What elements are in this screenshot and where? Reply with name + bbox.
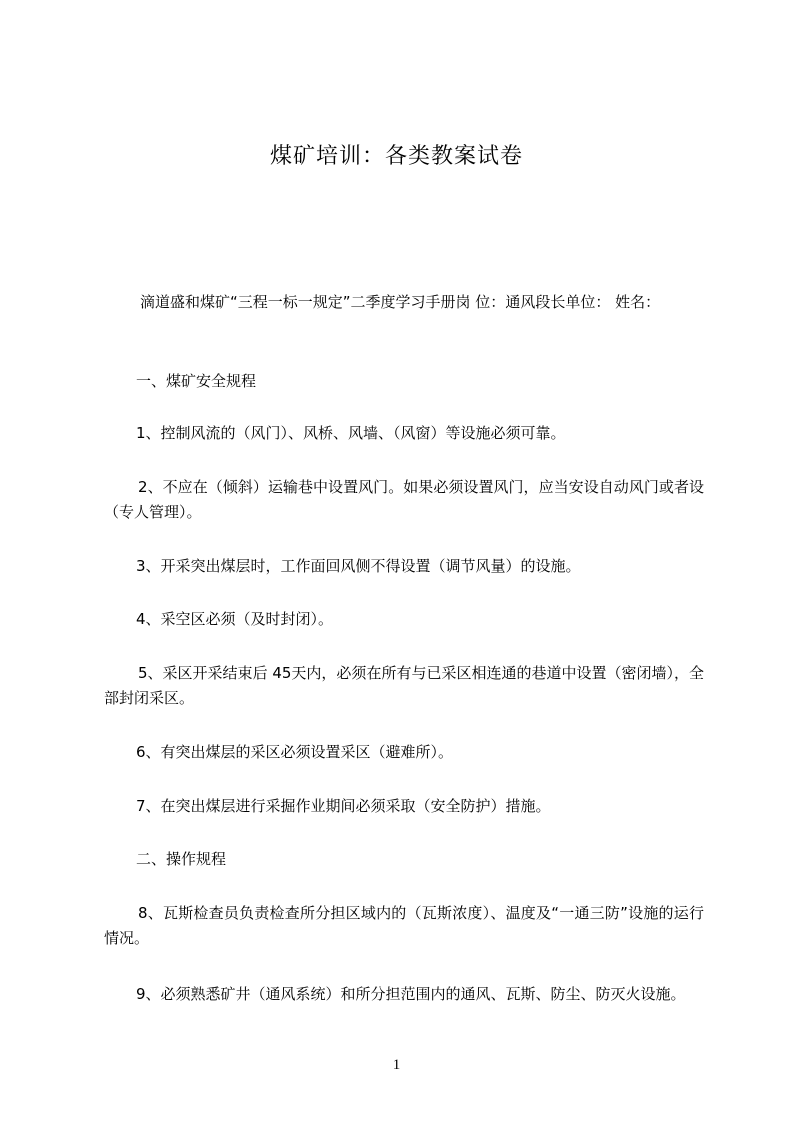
item-2: 2、不应在（倾斜）运输巷中设置风门。如果必须设置风门，应当安设自动风门或者设（专人管理）。	[104, 478, 704, 521]
document-title: 煤矿培训：各类教案试卷	[269, 144, 523, 169]
item-9: 9、必须熟悉矿井（通风系统）和所分担范围内的通风、瓦斯、防尘、防灭火设施。	[136, 985, 686, 1003]
document-header-line: 滴道盛和煤矿“三程一标一规定”二季度学习手册岗 位：通风段长单位： 姓名：	[140, 293, 661, 311]
item-5: 5、采区开采结束后 45天内，必须在所有与已采区相连通的巷道中设置（密闭墙），全部封闭采区。	[104, 664, 704, 707]
page-number: 1	[392, 1057, 401, 1073]
item-3: 3、开采突出煤层时，工作面回风侧不得设置（调节风量）的设施。	[136, 557, 581, 575]
item-6: 6、有突出煤层的采区必须设置采区（避难所）。	[136, 743, 454, 761]
section-heading-safety-regulations: 一、煤矿安全规程	[136, 372, 257, 390]
item-4: 4、采空区必须（及时封闭）。	[136, 610, 334, 628]
item-1: 1、控制风流的（风门）、风桥、风墙、（风窗）等设施必须可靠。	[136, 424, 566, 442]
item-7: 7、在突出煤层进行采掘作业期间必须采取（安全防护）措施。	[136, 797, 551, 815]
section-heading-operating-procedures: 二、操作规程	[136, 850, 227, 868]
item-8: 8、瓦斯检查员负责检查所分担区域内的（瓦斯浓度）、温度及“一通三防”设施的运行情况。	[104, 904, 704, 947]
